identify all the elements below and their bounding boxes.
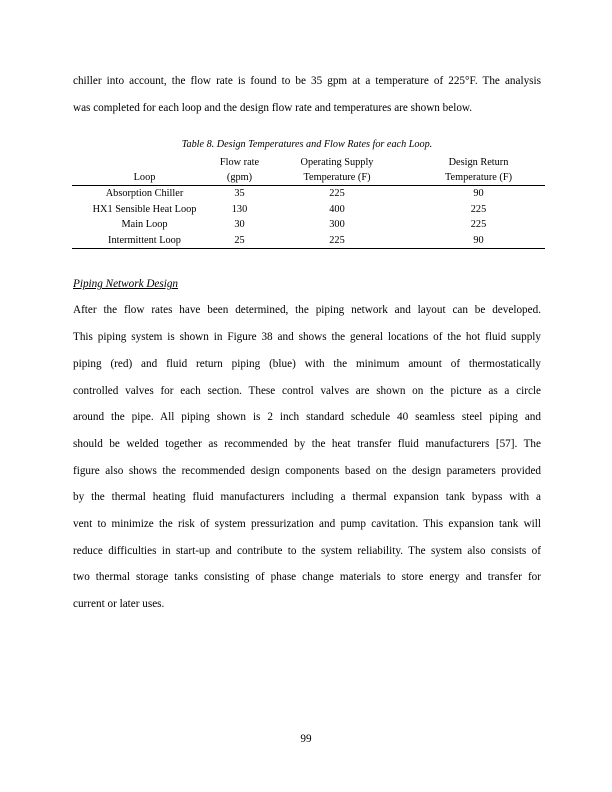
text-line: around the pipe. All piping shown is 2 inch standard schedule 40 seamless steel piping and <box>73 411 541 424</box>
table-cell: 30 <box>234 219 245 231</box>
body-paragraph <box>73 297 541 617</box>
column-header-flow-rate: Flow rate (gpm) <box>217 155 262 186</box>
table-cell: 225 <box>470 219 487 231</box>
section-heading: Piping Network Design <box>73 278 179 291</box>
text-line: This piping system is shown in Figure 38 and shows the general locations of the hot fluid supply <box>73 331 541 344</box>
table-cell: 90 <box>412 233 545 249</box>
table-caption: Table 8. Design Temperatures and Flow Rates for each Loop. <box>181 139 433 151</box>
table-row <box>72 217 545 233</box>
text-line: piping (red) and fluid return piping (blue) with the minimum amount of thermostatically <box>73 357 541 370</box>
text-line: reduce difficulties in start-up and contribute to the system reliability. The system also consists of <box>73 544 541 557</box>
text-line: was completed for each loop and the design flow rate and temperatures are shown below. <box>73 101 473 114</box>
table-cell: 300 <box>329 219 345 231</box>
page-number: 99 <box>300 733 312 745</box>
text-line: figure also shows the recommended design components based on the design parameters provided <box>73 464 541 477</box>
design-flow-table <box>72 155 545 249</box>
table-header-row <box>72 155 545 186</box>
column-header-supply-temp: Operating Supply Temperature (F) <box>262 155 412 186</box>
table-cell: 400 <box>329 203 345 215</box>
table-cell: 225 <box>329 188 345 200</box>
table-cell: 225 <box>262 233 412 249</box>
table-cell: 225 <box>470 203 487 215</box>
table-cell: Absorption Chiller <box>105 188 184 200</box>
table-cell: Intermittent Loop <box>72 233 217 249</box>
text-line: vent to minimize the risk of system pressurization and pump cavitation. This expansion tank will <box>73 518 541 531</box>
intro-paragraph <box>73 68 541 121</box>
text-line: After the flow rates have been determined, the piping network and layout can be developed. <box>73 304 541 317</box>
table-cell: Main Loop <box>121 219 168 231</box>
text-line: controlled valves for each section. These control valves are shown on the picture as a circle <box>73 384 541 397</box>
text-line: current or later uses. <box>73 598 165 611</box>
table-cell: 35 <box>234 188 245 200</box>
table-row <box>72 233 545 249</box>
text-line: two thermal storage tanks consisting of phase change materials to store energy and transfer for <box>73 571 541 584</box>
text-line: by the thermal heating fluid manufacturers including a thermal expansion tank bypass with a <box>73 491 541 504</box>
text-line: chiller into account, the flow rate is found to be 35 gpm at a temperature of 225°F. The analysis <box>73 75 541 87</box>
table-cell: 130 <box>231 203 248 215</box>
table-row <box>72 202 545 218</box>
column-header-loop: Loop <box>72 155 217 186</box>
page-content <box>73 68 541 618</box>
column-header-return-temp: Design Return Temperature (F) <box>412 155 545 186</box>
table-cell: 90 <box>473 188 484 200</box>
table-row <box>72 186 545 202</box>
text-line: should be welded together as recommended by the heat transfer fluid manufacturers [57]. The <box>73 437 541 450</box>
table-cell: HX1 Sensible Heat Loop <box>92 203 197 215</box>
table-cell: 25 <box>217 233 262 249</box>
